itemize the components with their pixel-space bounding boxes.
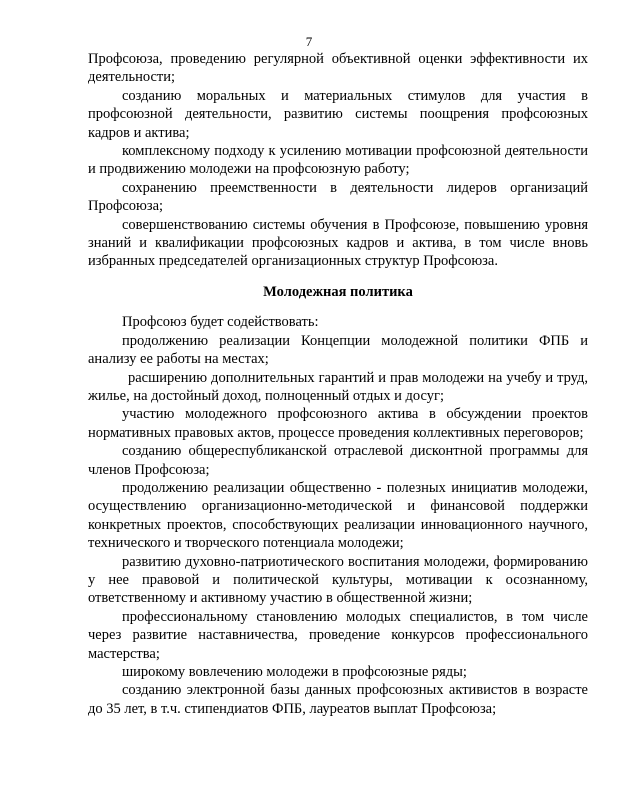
paragraph: расширению дополнительных гарантий и прав молодежи на учебу и труд, жилье, на достойный доход, полноценный отдых и досуг; bbox=[88, 369, 588, 404]
page-number: 7 bbox=[305, 34, 313, 49]
paragraph: участию молодежного профсоюзного актива в обсуждении проектов нормативных правовых актов, процессе проведения коллективных переговоров; bbox=[88, 406, 588, 441]
paragraph: сохранению преемственности в деятельности лидеров организаций Профсоюза; bbox=[88, 179, 588, 215]
page-content bbox=[88, 50, 588, 718]
paragraph: комплексному подходу к усилению мотивации профсоюзной деятельности и продвижению молодежи на профсоюзную работу; bbox=[88, 143, 588, 178]
section-intro: Профсоюз будет содействовать: bbox=[122, 314, 319, 331]
paragraph: совершенствованию системы обучения в Профсоюзе, повышению уровня знаний и квалификации профсоюзных кадров и актива, в том числе вновь избранных председателей организационных структур Профсоюза. bbox=[88, 216, 588, 270]
paragraph: созданию общереспубликанской отраслевой дисконтной программы для членов Профсоюза; bbox=[88, 443, 588, 478]
paragraph: профессиональному становлению молодых специалистов, в том числе через развитие наставничества, проведение конкурсов профессионального мастерства; bbox=[88, 608, 588, 662]
paragraph: созданию моральных и материальных стимулов для участия в профсоюзной деятельности, развитию системы поощрения профсоюзных кадров и актива; bbox=[88, 87, 588, 141]
paragraph: продолжению реализации общественно - полезных инициатив молодежи, осуществлению организационно-методической и финансовой поддержки конкретных проектов, способствующих реализации инновационного научного, технического и творческого потенциала молодежи; bbox=[88, 479, 588, 552]
paragraph-continuation: Профсоюза, проведению регулярной объективной оценки эффективности их деятельности; bbox=[88, 51, 588, 86]
paragraph: широкому вовлечению молодежи в профсоюзные ряды; bbox=[122, 664, 467, 680]
section-heading: Молодежная политика bbox=[263, 283, 413, 300]
paragraph: развитию духовно-патриотического воспитания молодежи, формированию у нее правовой и политической культуры, мотивации к осознанному, ответственному и активному участию в общественной жизни; bbox=[88, 553, 588, 607]
paragraph: созданию электронной базы данных профсоюзных активистов в возрасте до 35 лет, в т.ч. стипендиатов ФПБ, лауреатов выплат Профсоюза; bbox=[88, 682, 588, 717]
paragraph: продолжению реализации Концепции молодежной политики ФПБ и анализу ее работы на местах; bbox=[88, 332, 588, 368]
